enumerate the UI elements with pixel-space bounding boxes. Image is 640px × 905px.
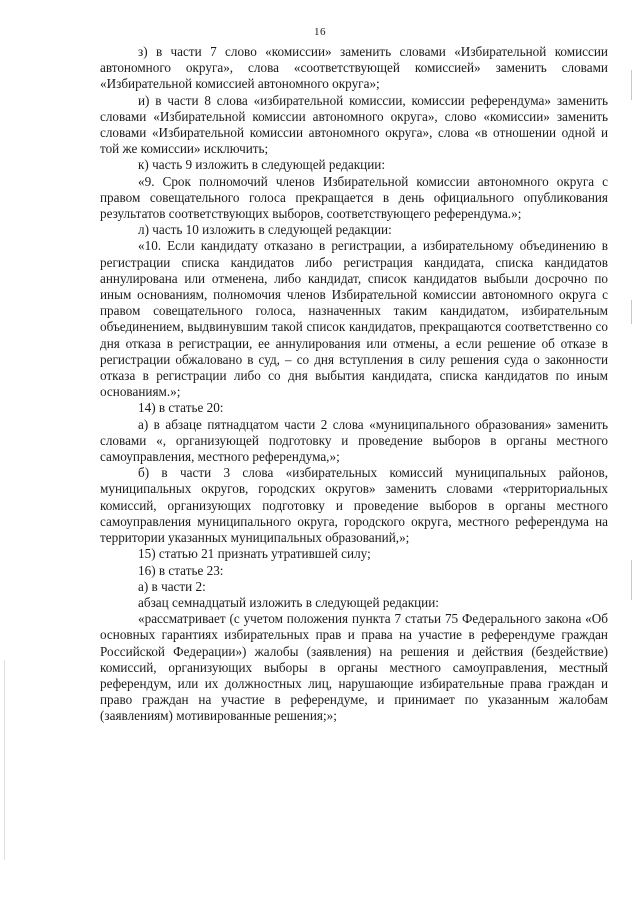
paragraph-l: л) часть 10 изложить в следующей редакции: (138, 222, 392, 238)
paragraph-z: з) в части 7 слово «комиссии» заменить словами «Избирательной комиссии автономного округа», слова «соответствующей комиссией» заменить словами «Избирательной комиссией автономного округа»; (100, 44, 608, 92)
paragraph-part-9: «9. Срок полномочий членов Избирательной комиссии автономного округа с правом совещательного голоса прекращается в день официального опубликования результатов соответствующих выборов, соответствующего референдума.»; (100, 173, 608, 222)
scan-edge-mark (631, 560, 632, 600)
paragraph-k: к) часть 9 изложить в следующей редакции: (138, 157, 385, 173)
paragraph-abzac-17: абзац семнадцатый изложить в следующей редакции: (138, 594, 439, 610)
paragraph-item-16: 16) в статье 23: (138, 562, 224, 578)
paragraph-16-a: а) в части 2: (138, 578, 206, 594)
scan-edge-mark (631, 70, 632, 100)
scan-edge-mark (631, 300, 632, 324)
paragraph-item-14: 14) в статье 20: (138, 400, 224, 416)
paragraph-quote-rassmatrivaet: «рассматривает (с учетом положения пункта 7 статьи 75 Федерального закона «Об основных гарантиях избирательных прав и права на участие в референдуме граждан Российской Федерации») жалобы (заявления) на решения и действия (бездействие) комиссий, организующих выборы в органы местного самоуправления, местный референдум, или их должностных лиц, нарушающие избирательные права граждан и право граждан на участие в референдуме, и принимает по указанным жалобам (заявлениям) мотивированные решения;»; (100, 611, 608, 724)
paragraph-i: и) в части 8 слова «избирательной комиссии, комиссии референдума» заменить словами «Избирательной комиссии автономного округа», слово «комиссии» заменить словами «Избирательной комиссии автономного округа», слова «в отношении одной и той же комиссии» исключить; (100, 92, 608, 157)
paragraph-part-10: «10. Если кандидату отказано в регистрации, а избирательному объединению в регистрации списка кандидатов либо регистрация кандидата, списка кандидатов аннулирована или отменена, либо кандидат, список кандидатов выбыли досрочно по иным основаниям, полномочия членов Избирательной комиссии автономного округа с правом совещательного голоса, назначенных таким кандидатом, избирательным объединением, выдвинувшим такой список кандидатов, прекращаются соответственно со дня отказа в регистрации, ее аннулирования или отмены, а если решение об отказе в регистрации обжаловано в суд, – со дня вступления в силу решения суда о законности отказа в регистрации либо со дня выбытия кандидата, списка кандидатов по иным основаниям.»; (100, 238, 608, 400)
paragraph-14-a: а) в абзаце пятнадцатом части 2 слова «муниципального образования» заменить словами «, организующей подготовку и проведение выборов в органы местного самоуправления, местного референдума,»; (100, 416, 608, 465)
document-body (100, 44, 608, 725)
paragraph-item-15: 15) статью 21 признать утратившей силу; (138, 546, 371, 562)
paragraph-14-b: б) в части 3 слова «избирательных комиссий муниципальных районов, муниципальных округов, городских округов» заменить словами «территориальных комиссий, организующих подготовку и проведение выборов в органы местного самоуправления муниципального округа, городского округа, местного референдума на территории указанных муниципальных образований,»; (100, 465, 608, 546)
scan-edge-mark (4, 660, 5, 860)
page-number: 16 (314, 26, 326, 38)
